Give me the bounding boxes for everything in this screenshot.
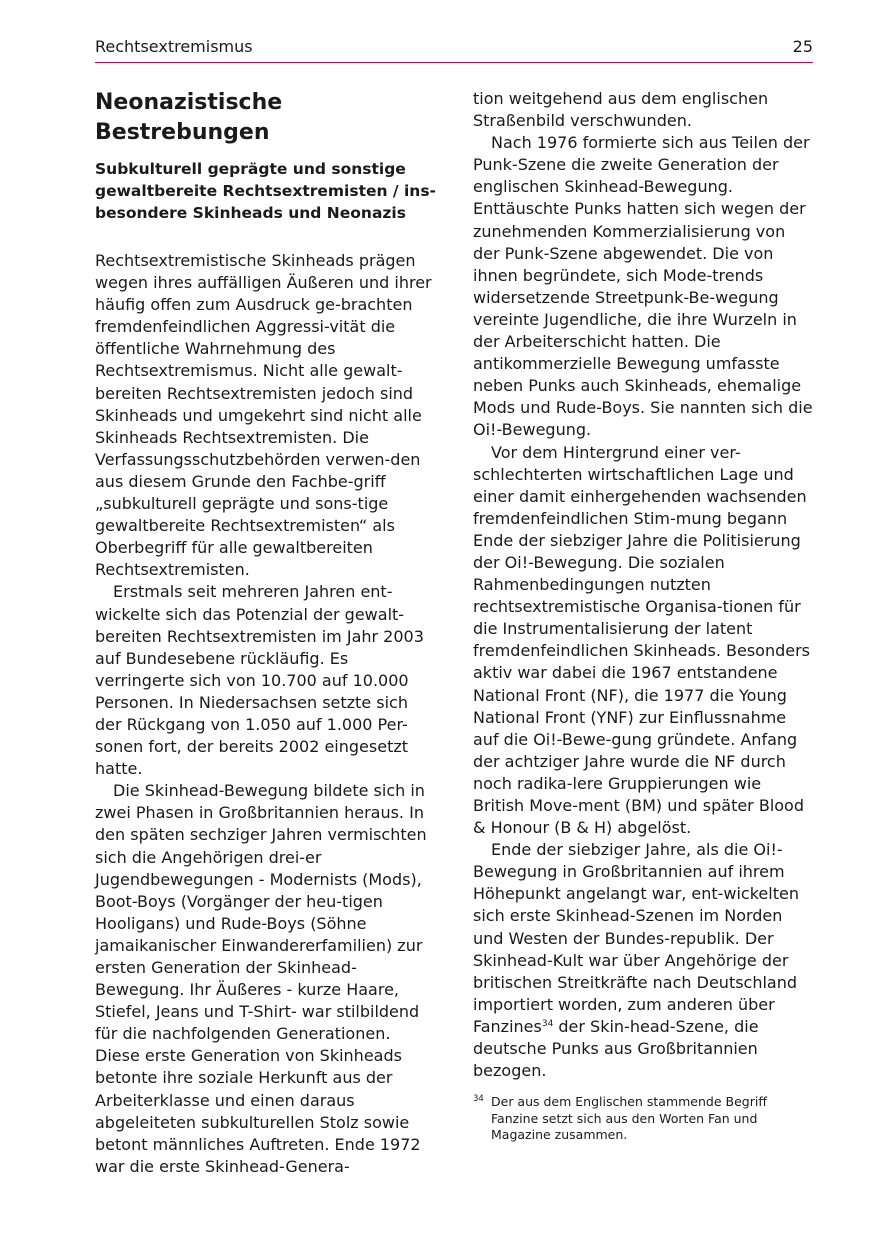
paragraph: Rechtsextremistische Skinheads prägen wegen ihres auffälligen Äußeren und ihrer häufig offen zum Ausdruck ge-brachten fremdenfeindlichen Aggressi-vität die öffentliche Wahrnehmung des Rechtsextremismus. Nicht alle gewalt-bereiten Rechtsextremisten jedoch sind Skinheads und umgekehrt sind nicht alle Skinheads Rechtsextremisten. Die Verfassungsschutzbehörden verwen-den aus diesem Grunde den Fachbe-griff „subkulturell geprägte und sons-tige gewaltbereite Rechtsextremisten“ als Oberbegriff für alle gewaltbereiten Rechtsextremisten. xyxy=(95,251,432,580)
running-title: Rechtsextremismus xyxy=(95,37,253,56)
footnote-reference: 34 xyxy=(541,1018,554,1029)
paragraph-continuation: tion weitgehend aus dem englischen Straßenbild verschwunden. xyxy=(473,89,769,131)
footnote-text: Der aus dem Englischen stammende Begriff Fanzine setzt sich aus den Worten Fan und Magazine zusammen. xyxy=(491,1094,767,1143)
page-number: 25 xyxy=(792,37,813,56)
section-title: Neonazistische Bestrebungen xyxy=(95,90,283,145)
page-header xyxy=(95,34,813,63)
paragraph-text: Ende der siebziger Jahre, als die Oi!-Bewegung in Großbritannien auf ihrem Höhepunkt angelangt war, ent-wickelten sich erste Skinhead-Szenen im Norden und Westen der Bundes-republik. Der Skinhead-Kult war über Angehörige der britischen Streitkräfte nach Deutschland importiert worden, zum anderen über Fanzines xyxy=(473,840,799,1036)
left-column xyxy=(95,88,437,1178)
paragraph: Nach 1976 formierte sich aus Teilen der Punk-Szene die zweite Generation der englischen Skinhead-Bewegung. Enttäuschte Punks hatten sich wegen der zunehmenden Kommerzialisierung von der Punk-Szene abgewendet. Die von ihnen begründete, sich Mode-trends widersetzende Streetpunk-Be-wegung vereinte Jugendliche, die ihre Wurzeln in der Arbeiterschicht hatten. Die antikommerzielle Bewegung umfasste neben Punks auch Skinheads, ehemalige Mods und Rude-Boys. Sie nannten sich die Oi!-Bewegung. xyxy=(473,133,813,440)
right-column xyxy=(473,88,813,1144)
paragraph: Die Skinhead-Bewegung bildete sich in zwei Phasen in Großbritannien heraus. In den späten sechziger Jahren vermischten sich die Angehörigen drei-er Jugendbewegungen - Modernists (Mods), Boot-Boys (Vorgänger der heu-tigen Hooligans) und Rude-Boys (Söhne jamaikanischer Einwandererfamilien) zur ersten Generation der Skinhead-Bewegung. Ihr Äußeres - kurze Haare, Stiefel, Jeans und T-Shirt- war stilbildend für die nachfolgenden Generationen. Diese erste Generation von Skinheads betonte ihre soziale Herkunft aus der Arbeiterklasse und einen daraus abgeleiteten subkulturellen Stolz sowie betont männliches Auftreten. Ende 1972 war die erste Skinhead-Genera- xyxy=(95,781,427,1176)
footnote xyxy=(473,1094,813,1144)
footnote-marker: 34 xyxy=(473,1094,484,1105)
paragraph xyxy=(473,839,813,1082)
paragraph: Vor dem Hintergrund einer ver-schlechterten wirtschaftlichen Lage und einer damit einhergehenden wachsenden fremdenfeindlichen Stim-mung begann Ende der siebziger Jahre die Politisierung der Oi!-Bewegung. Die sozialen Rahmenbedingungen nutzten rechtsextremistische Organisa-tionen für die Instrumentalisierung der latent fremdenfeindlichen Skinheads. Besonders aktiv war dabei die 1967 entstandene National Front (NF), die 1977 die Young National Front (YNF) zur Einflussnahme auf die Oi!-Bewe-gung gründete. Anfang der achtziger Jahre wurde die NF durch noch radika-lere Gruppierungen wie British Move-ment (BM) und später Blood & Honour (B & H) abgelöst. xyxy=(473,442,811,838)
section-subtitle: Subkulturell geprägte und sonstige gewaltbereite Rechtsextremisten / ins-besondere Skinheads und Neonazis xyxy=(95,160,436,222)
paragraph: Erstmals seit mehreren Jahren ent-wickelte sich das Potenzial der gewalt-bereiten Rechtsextremisten im Jahr 2003 auf Bundesebene rückläufig. Es verringerte sich von 10.700 auf 10.000 Personen. In Niedersachsen setzte sich der Rückgang von 1.050 auf 1.000 Per-sonen fort, der bereits 2002 eingesetzt hatte. xyxy=(95,582,424,779)
paragraph-text: der Skin-head-Szene, die deutsche Punks aus Großbritannien bezogen. xyxy=(473,1016,759,1081)
